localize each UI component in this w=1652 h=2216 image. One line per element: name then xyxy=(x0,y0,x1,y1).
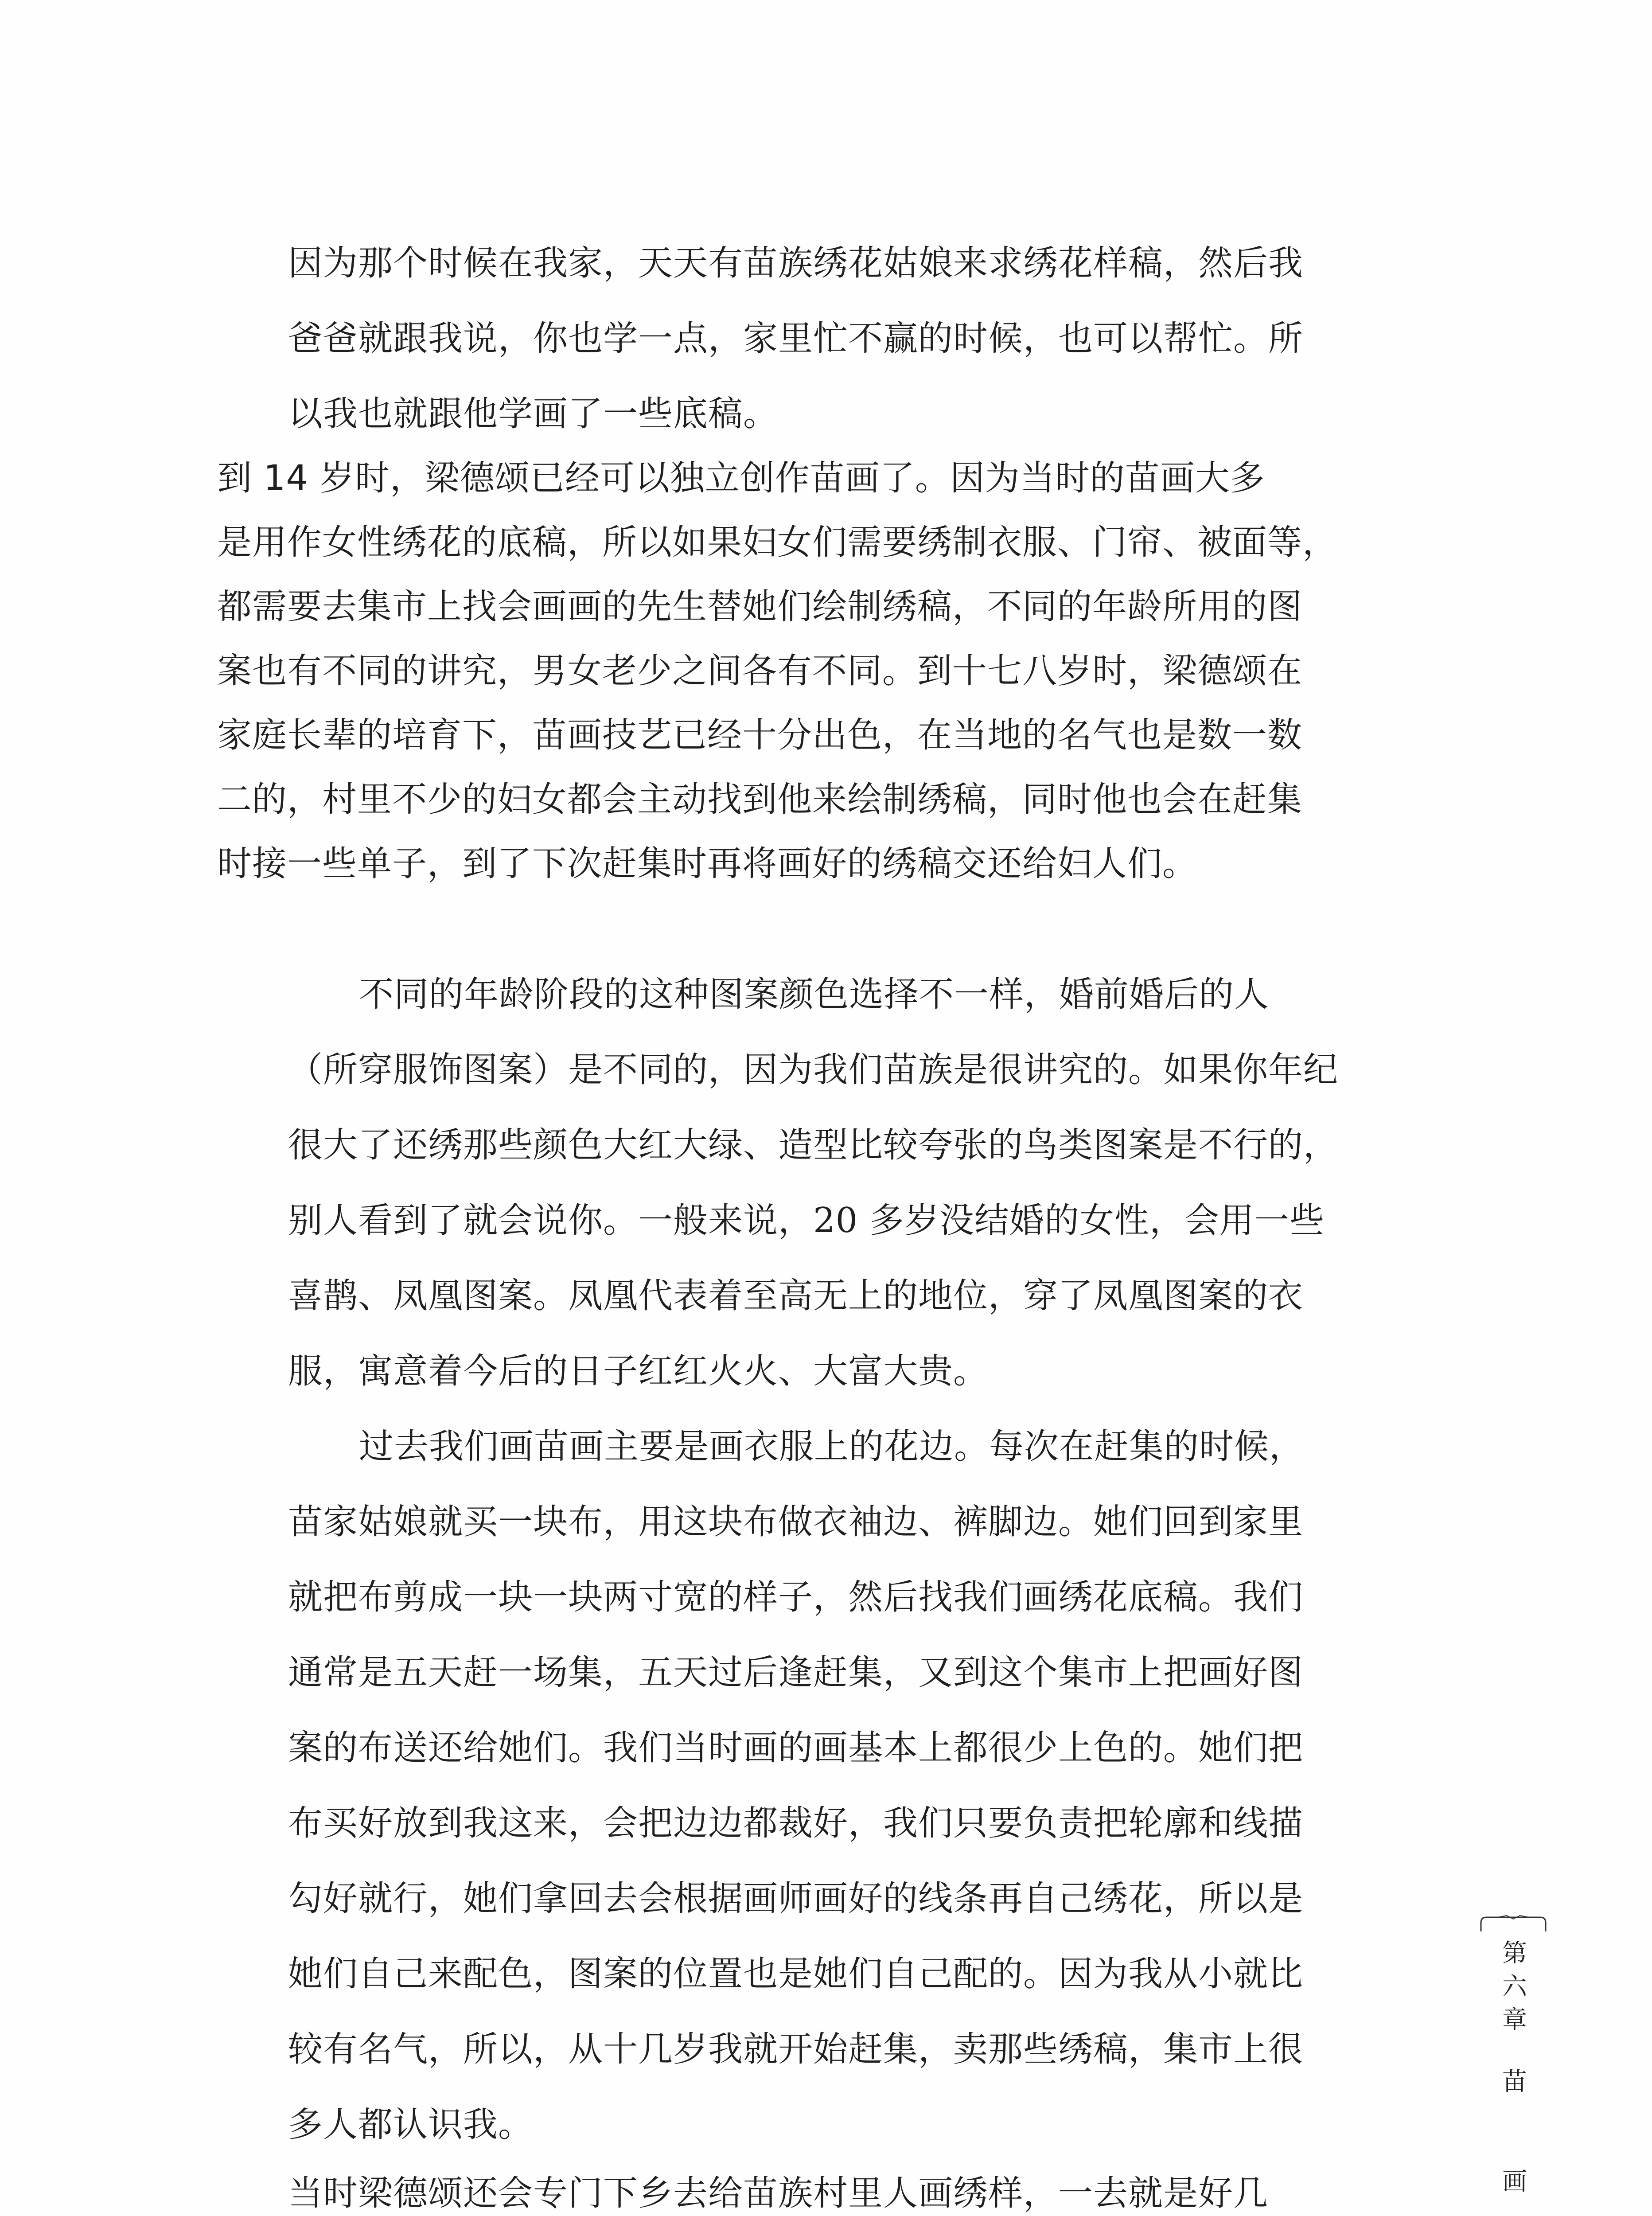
quote-2-line-4: 别人看到了就会说你。一般来说，20 多岁没结婚的女性，会用一些 xyxy=(288,1201,1325,1241)
body-1-line-4: 案也有不同的讲究，男女老少之间各有不同。到十七八岁时，梁德颂在 xyxy=(217,651,1303,691)
quote-3-line-7: 勾好就行，她们拿回去会根据画师画好的线条再自己绣花，所以是 xyxy=(288,1879,1304,1919)
quote-2-line-1: 不同的年龄阶段的这种图案颜色选择不一样，婚前婚后的人 xyxy=(359,975,1270,1014)
chapter-label-char: 第 xyxy=(1502,1939,1527,1968)
quote-2-line-3: 很大了还绣那些颜色大红大绿、造型比较夸张的鸟类图案是不行的， xyxy=(288,1125,1339,1165)
quote-3-line-9: 较有名气，所以，从十几岁我就开始赶集，卖那些绣稿，集市上很 xyxy=(288,2029,1304,2069)
quote-2-line-6: 服，寓意着今后的日子红红火火、大富大贵。 xyxy=(288,1351,989,1391)
body-2-line-1: 当时梁德颂还会专门下乡去给苗族村里人画绣样，一去就是好几 xyxy=(288,2173,1269,2213)
body-1-line-5: 家庭长辈的培育下，苗画技艺已经十分出色，在当地的名气也是数一数 xyxy=(217,715,1303,755)
body-1-line-2: 是用作女性绣花的底稿，所以如果妇女们需要绣制衣服、门帘、被面等， xyxy=(217,523,1338,562)
chapter-label-char: 章 xyxy=(1502,2005,1527,2034)
quote-1-line-3: 以我也就跟他学画了一些底稿。 xyxy=(288,394,779,434)
quote-3-line-2: 苗家姑娘就买一块布，用这块布做衣袖边、裤脚边。她们回到家里 xyxy=(288,1502,1304,1542)
quote-2-line-2: （所穿服饰图案）是不同的，因为我们苗族是很讲究的。如果你年纪 xyxy=(288,1050,1339,1090)
quote-1-line-1: 因为那个时候在我家，天天有苗族绣花姑娘来求绣花样稿，然后我 xyxy=(288,243,1304,283)
chapter-title-char: 画 xyxy=(1502,2167,1527,2196)
quote-3-line-6: 布买好放到我这来，会把边边都裁好，我们只要负责把轮廓和线描 xyxy=(288,1803,1304,1843)
body-1-line-3: 都需要去集市上找会画画的先生替她们绘制绣稿，不同的年龄所用的图 xyxy=(217,587,1303,627)
body-1-line-7: 时接一些单子，到了下次赶集时再将画好的绣稿交还给妇人们。 xyxy=(217,844,1198,884)
body-1-line-1: 到 14 岁时，梁德颂已经可以独立创作苗画了。因为当时的苗画大多 xyxy=(217,458,1265,498)
quote-3-line-1: 过去我们画苗画主要是画衣服上的花边。每次在赶集的时候， xyxy=(359,1427,1305,1467)
quote-3-line-10: 多人都认识我。 xyxy=(288,2105,534,2145)
quote-3-line-3: 就把布剪成一块一块两寸宽的样子，然后找我们画绣花底稿。我们 xyxy=(288,1577,1304,1617)
quote-3-line-4: 通常是五天赶一场集，五天过后逢赶集，又到这个集市上把画好图 xyxy=(288,1653,1304,1693)
chapter-tab-top-bracket xyxy=(1480,1915,1547,1932)
quote-2-line-5: 喜鹊、凤凰图案。凤凰代表着至高无上的地位，穿了凤凰图案的衣 xyxy=(288,1276,1304,1316)
quote-3-line-5: 案的布送还给她们。我们当时画的画基本上都很少上色的。她们把 xyxy=(288,1728,1304,1768)
quote-3-line-8: 她们自己来配色，图案的位置也是她们自己配的。因为我从小就比 xyxy=(288,1954,1304,1994)
body-1-line-6: 二的，村里不少的妇女都会主动找到他来绘制绣稿，同时他也会在赶集 xyxy=(217,780,1303,819)
chapter-title-char: 苗 xyxy=(1502,2068,1527,2096)
chapter-label-char: 六 xyxy=(1502,1972,1527,2001)
quote-1-line-2: 爸爸就跟我说，你也学一点，家里忙不赢的时候，也可以帮忙。所 xyxy=(288,319,1304,359)
